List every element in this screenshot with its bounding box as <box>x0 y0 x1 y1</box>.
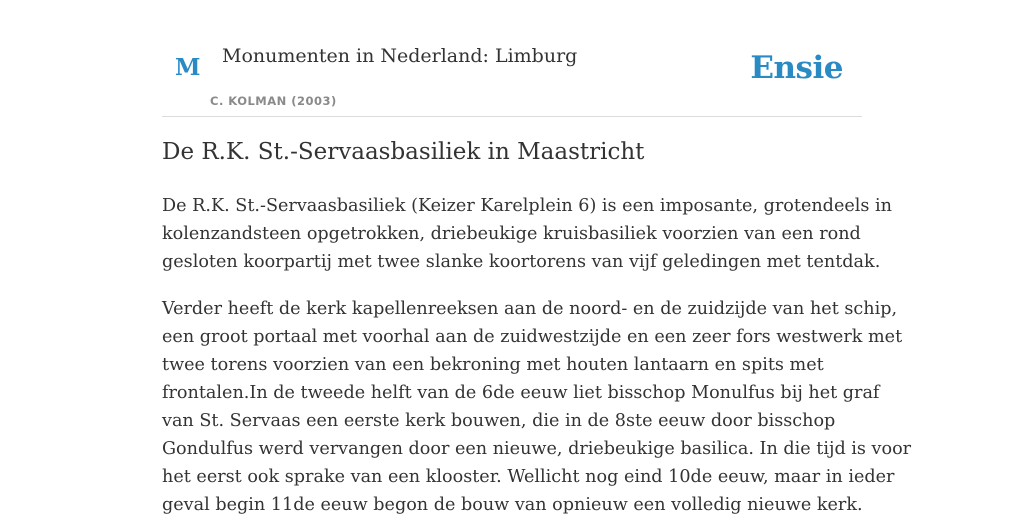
paragraph-line: van St. Servaas een eerste kerk bouwen, die in de 8ste eeuw door bisschop <box>162 411 836 431</box>
paragraph-line: twee torens voorzien van een bekroning met houten lantaarn en spits met <box>162 355 824 375</box>
header <box>162 0 862 117</box>
book-title[interactable]: Monumenten in Nederland: Limburg <box>222 45 578 67</box>
paragraph-line: geval begin 11de eeuw begon de bouw van opnieuw een volledig nieuwe kerk. <box>162 495 863 515</box>
paragraph-line: Gondulfus werd vervangen door een nieuwe, driebeukige basilica. In die tijd is voor <box>162 439 912 459</box>
paragraph-line: gesloten koorpartij met twee slanke koortorens van vijf geledingen met tentdak. <box>162 252 881 272</box>
paragraph-line: het eerst ook sprake van een klooster. Wellicht nog eind 10de eeuw, maar in ieder <box>162 467 895 487</box>
paragraph-line: kolenzandsteen opgetrokken, driebeukige kruisbasiliek voorzien van een rond <box>162 224 861 244</box>
paragraph-line: frontalen.In de tweede helft van de 6de eeuw liet bisschop Monulfus bij het graf <box>162 383 880 403</box>
article-page <box>162 0 912 515</box>
paragraph-1 <box>162 192 892 276</box>
paragraph-2 <box>162 295 912 519</box>
brand-logo[interactable]: Ensie <box>750 50 843 86</box>
paragraph-line: Verder heeft de kerk kapellenreeksen aan de noord- en de zuidzijde van het schip, <box>162 299 898 319</box>
book-logo[interactable]: M <box>175 54 201 81</box>
author-credit: C. KOLMAN (2003) <box>210 94 337 108</box>
article-title: De R.K. St.-Servaasbasiliek in Maastricht <box>162 139 645 165</box>
paragraph-line: De R.K. St.-Servaasbasiliek (Keizer Karelplein 6) is een imposante, grotendeels in <box>162 196 892 216</box>
paragraph-line: een groot portaal met voorhal aan de zuidwestzijde en een zeer fors westwerk met <box>162 327 903 347</box>
